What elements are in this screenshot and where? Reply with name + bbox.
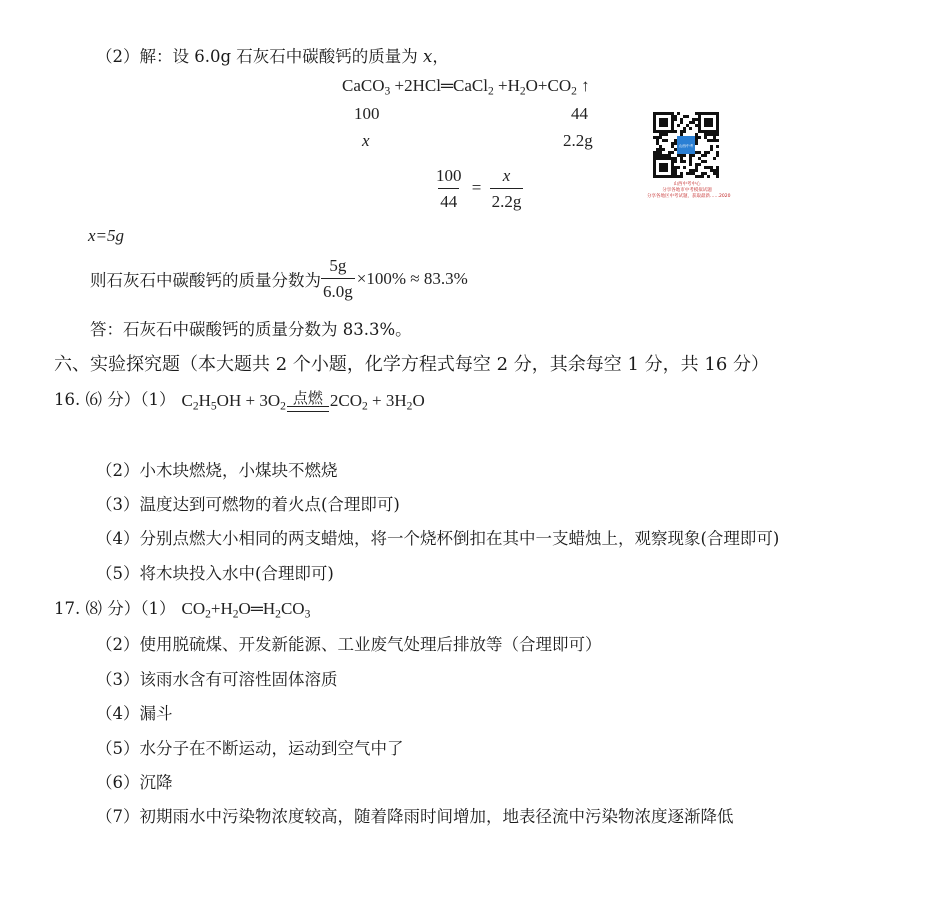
ignite-condition-arrow: 点燃 — [287, 390, 329, 412]
molar-mass-caco3: 100 — [354, 104, 380, 123]
qr-caption-2: 分享各地市中考模拟试题 — [662, 188, 712, 193]
q17-item-2: （2）使用脱硫煤、开发新能源、工业废气处理后排放等（合理即可） — [96, 635, 602, 654]
molar-mass-co2: 44 — [571, 104, 588, 123]
qr-code-icon — [647, 112, 725, 178]
section-6-heading: 六、实验探究题（本大题共 2 个小题，化学方程式每空 2 分，其余每空 1 分，共 16 分） — [54, 354, 770, 375]
q17-item-5: （5）水分子在不断运动，运动到空气中了 — [96, 739, 404, 758]
calc-intro: （2）解：设 6.0g 石灰石中碳酸钙的质量为 x， — [96, 47, 449, 66]
qr-caption-3: 分享各地区中考试题，获取最新……2020 — [647, 194, 731, 199]
q16-item-3: （3）温度达到可燃物的着火点(合理即可) — [96, 495, 400, 514]
q17-item-3: （3）该雨水含有可溶性固体溶质 — [96, 670, 338, 689]
proportion-equation: $\frac{100}{44}$ = $\frac{x}{2.2g}$ — [436, 166, 522, 211]
q17-line-1: 17. ⑻ 分）（1） $CO_2+H_2O═H_2CO_3$ — [54, 599, 311, 621]
reaction-equation: CaCO$_3$ +2HCl═CaCl$_2$ $+H_2O+CO_2$ ↑ — [342, 76, 590, 98]
q17-item-4: （4）漏斗 — [96, 704, 173, 723]
answer-line: 答：石灰石中碳酸钙的质量分数为 83.3%。 — [90, 320, 412, 339]
ratio-left: $\frac{100}{44}$ — [436, 166, 462, 211]
q16-item-4: （4）分别点燃大小相同的两支蜡烛，将一个烧杯倒扣在其中一支蜡烛上，观察现象(合理即可) — [96, 529, 780, 548]
co2-mass: 2.2g — [563, 131, 593, 150]
qr-caption-1: 山西中考中心 — [673, 182, 701, 187]
qr-center-logo-text: 山西中考 — [678, 143, 694, 148]
mass-fraction: $\frac{5g}{6.0g}$ — [323, 256, 353, 301]
x-result: x=5g — [88, 226, 125, 245]
carbonic-acid-equation: $CO_2+H_2O═H_2CO_3$ — [181, 599, 311, 621]
q16-line-1: 16. ⑹ 分）（1） $C_2H_5OH + 3O_2$ 点燃 $2CO_2 + 3H_2O$ — [54, 389, 425, 413]
q16-item-2: （2）小木块燃烧，小煤块不燃烧 — [96, 461, 338, 480]
q17-item-7: （7）初期雨水中污染物浓度较高，随着降雨时间增加，地表径流中污染物浓度逐渐降低 — [96, 807, 734, 826]
qr-code-block — [647, 112, 731, 200]
q17-item-6: （6）沉降 — [96, 773, 173, 792]
unknown-mass: x — [362, 131, 370, 150]
combustion-equation: $C_2H_5OH + 3O_2$ 点燃 $2CO_2 + 3H_2O$ — [181, 389, 425, 413]
mass-fraction-line: 则石灰石中碳酸钙的质量分数为 $\frac{5g}{6.0g}$ ×100% ≈ 83.3% — [90, 256, 468, 301]
ratio-right: $\frac{x}{2.2g}$ — [491, 166, 522, 211]
q16-item-5: （5）将木块投入水中(合理即可) — [96, 564, 334, 583]
